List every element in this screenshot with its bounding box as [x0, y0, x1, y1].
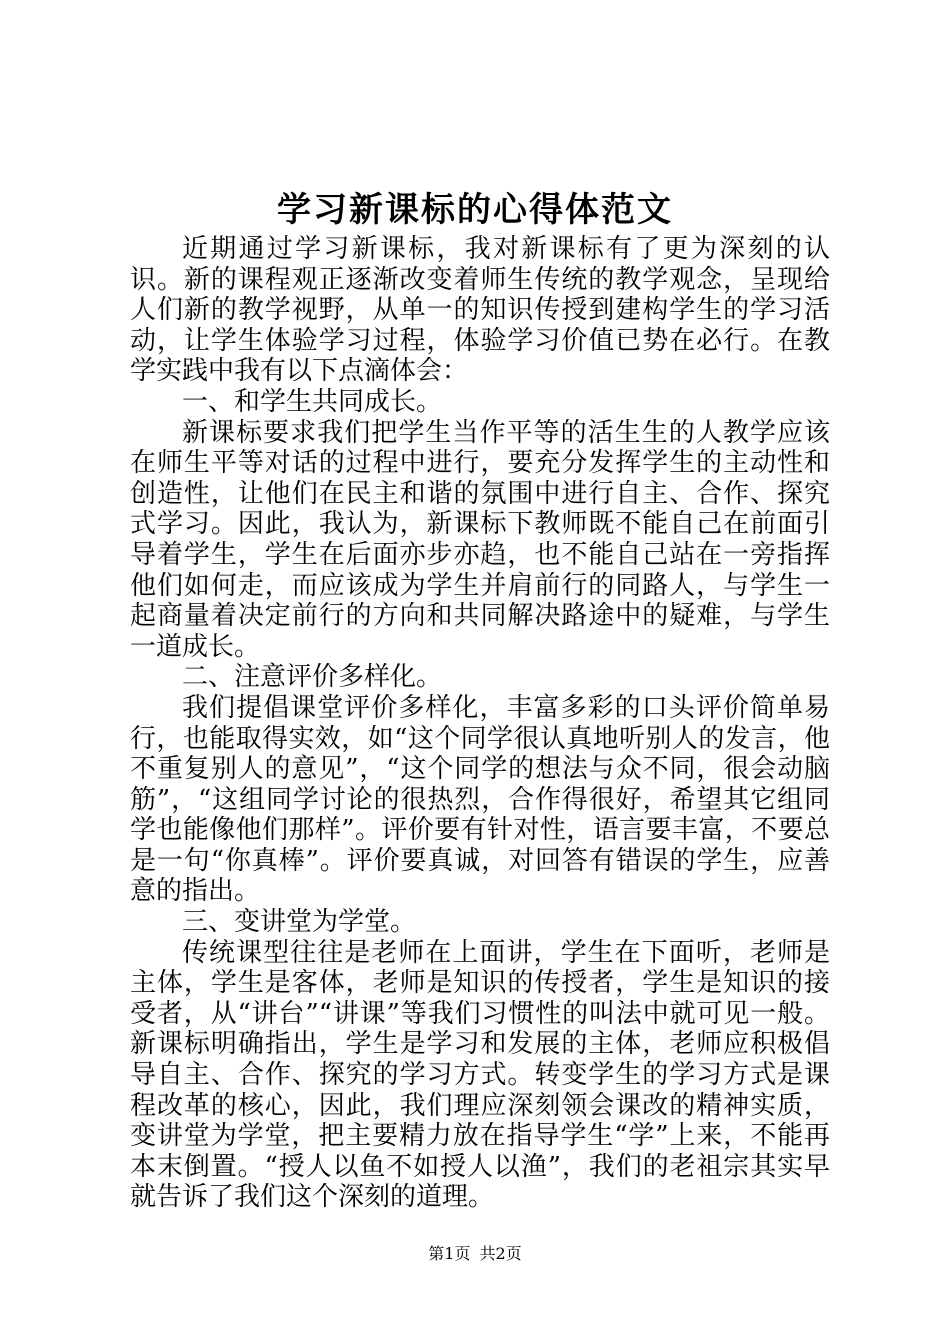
page-number-footer: 第1页 共2页 — [428, 1244, 522, 1263]
section-heading-1: 一、和学生共同成长。 — [182, 386, 443, 417]
paragraph-section-2: 我们提倡课堂评价多样化，丰富多彩的口头评价简单易行，也能取得实效，如“这个同学很认真地听别人的发言，他不重复别人的意见”，“这个同学的想法与众不同，很会动脑筋”，“这组同学讨论的很热烈，合作得很好，希望其它组同学也能像他们那样”。评价要有针对性，语言要丰富，不要总是一句“你真棒”。评价要真诚，对回答有错误的学生，应善意的指出。 — [130, 692, 830, 907]
section-heading-2: 二、注意评价多样化。 — [182, 662, 443, 693]
paragraph-intro: 近期通过学习新课标，我对新课标有了更为深刻的认识。新的课程观正逐渐改变着师生传统的教学观念，呈现给人们新的教学视野，从单一的知识传授到建构学生的学习活动，让学生体验学习过程，体验学习价值已势在必行。在教学实践中我有以下点滴体会： — [130, 234, 830, 387]
paragraph-section-1: 新课标要求我们把学生当作平等的活生生的人教学应该在师生平等对话的过程中进行，要充分发挥学生的主动性和创造性，让他们在民主和谐的氛围中进行自主、合作、探究式学习。因此，我认为，新课标下教师既不能自己在前面引导着学生，学生在后面亦步亦趋，也不能自己站在一旁指挥他们如何走，而应该成为学生并肩前行的同路人，与学生一起商量着决定前行的方向和共同解决路途中的疑难，与学生一道成长。 — [130, 417, 830, 662]
paragraph-section-3: 传统课型往往是老师在上面讲，学生在下面听，老师是主体，学生是客体，老师是知识的传授者，学生是知识的接受者，从“讲台”“讲课”等我们习惯性的叫法中就可见一般。新课标明确指出，学生是学习和发展的主体，老师应积极倡导自主、合作、探究的学习方式。转变学生的学习方式是课程改革的核心，因此，我们理应深刻领会课改的精神实质，变讲堂为学堂，把主要精力放在指导学生“学”上来，不能再本末倒置。“授人以鱼不如授人以渔”，我们的老祖宗其实早就告诉了我们这个深刻的道理。 — [130, 937, 830, 1213]
document-title: 学习新课标的心得体范文 — [277, 190, 673, 230]
document-body — [130, 234, 830, 1213]
section-heading-3: 三、变讲堂为学堂。 — [182, 907, 417, 938]
